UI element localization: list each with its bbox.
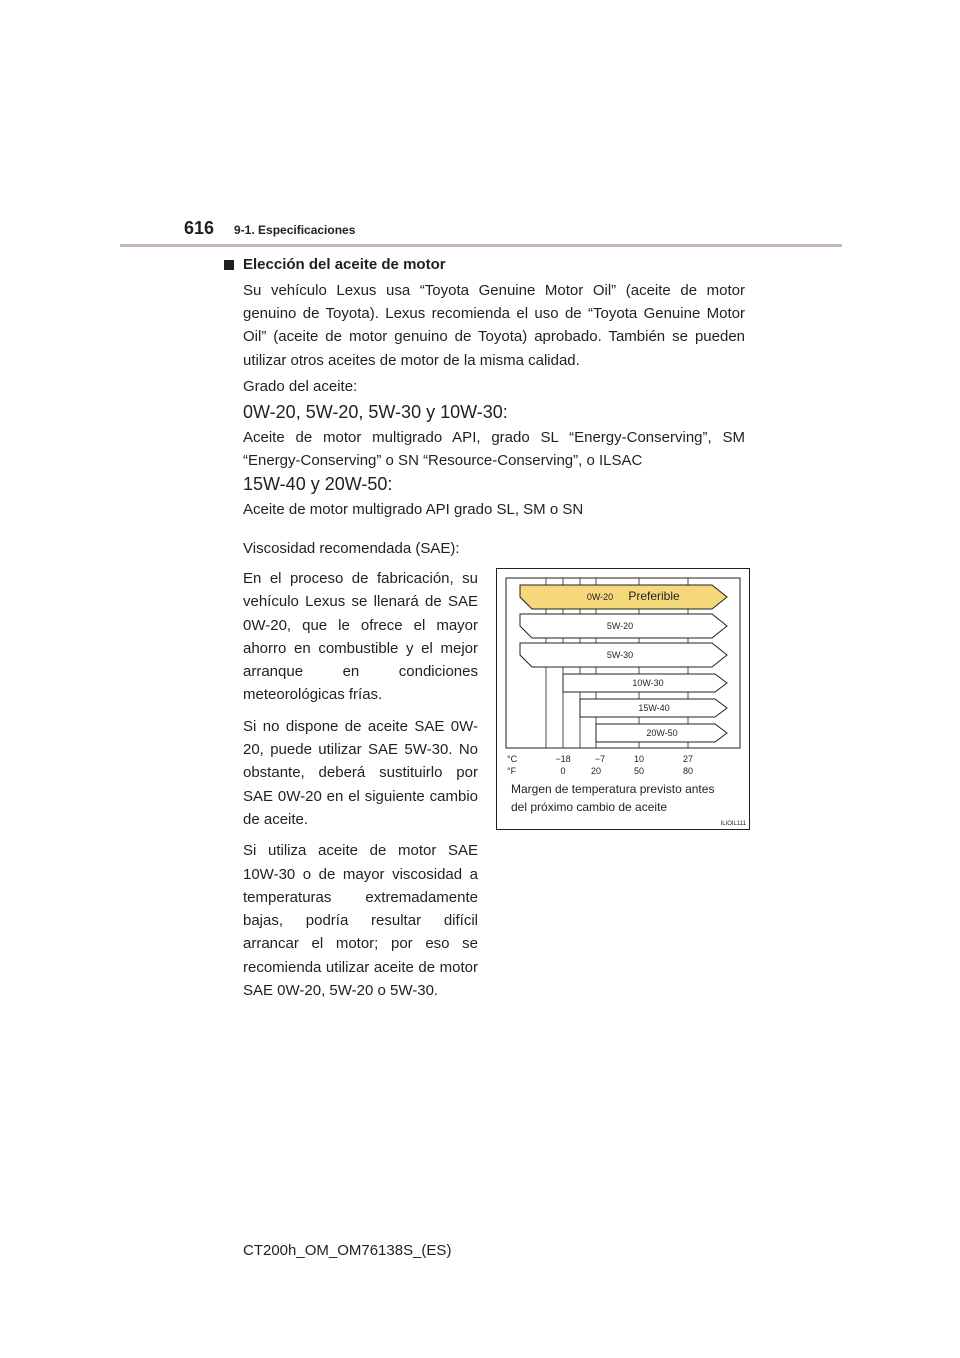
tick-c-3: 10 (633, 754, 645, 764)
bar-0w-20 (520, 585, 727, 609)
chapter-title: 9-1. Especificaciones (234, 223, 356, 237)
body-paragraph-1: En el proceso de fabricación, su vehículo Lexus se llenará de SAE 0W-20, que le ofrece el mayor ahorro en combustible y el mejor arranque en condiciones meteorológicas frías. (243, 570, 478, 704)
section-title: Elección del aceite de motor (243, 256, 446, 273)
unit-fahrenheit: °F (507, 766, 517, 776)
tick-f-2: 20 (590, 766, 602, 776)
tick-f-3: 50 (633, 766, 645, 776)
bar-label-20w-50: 20W-50 (646, 728, 678, 738)
footer-doc-code: CT200h_OM_OM76138S_(ES) (243, 1242, 452, 1259)
bar-label-15w-40: 15W-40 (638, 703, 670, 713)
grade-heading-1: 0W-20, 5W-20, 5W-30 y 10W-30: (243, 402, 508, 422)
viscosity-chart (496, 568, 750, 830)
bar-label-5w-30: 5W-30 (606, 650, 634, 660)
tick-f-1: 0 (560, 766, 566, 776)
intro-paragraph: Su vehículo Lexus usa “Toyota Genuine Motor Oil” (aceite de motor genuino de Toyota). Lexus recomienda el uso de “Toyota Genuine Motor Oil” (aceite de motor genuino de Toyota) aprobado. También se pueden utilizar otros aceites de motor de la misma calidad. (243, 282, 745, 369)
chart-caption-line-2: del próximo cambio de aceite (511, 800, 668, 814)
page-number: 616 (184, 218, 215, 238)
grade-heading-2: 15W-40 y 20W-50: (243, 474, 393, 494)
body-paragraph-2: Si no dispone de aceite SAE 0W-20, puede utilizar SAE 5W-30. No obstante, deberá sustituirlo por SAE 0W-20 en el siguiente cambio de aceite. (243, 717, 478, 828)
header-divider (120, 244, 842, 247)
grade-label: Grado del aceite: (243, 378, 358, 395)
figure-code: ILIOIL111 (720, 821, 746, 827)
bar-label-10w-30: 10W-30 (632, 678, 664, 688)
tick-c-4: 27 (682, 754, 694, 764)
body-column (243, 567, 478, 1010)
body-paragraph-3: Si utiliza aceite de motor SAE 10W-30 o de mayor viscosidad a temperaturas extremadamente bajas, podría resultar difícil arrancar el motor; por eso se recomienda utilizar aceite de motor SAE 0W-20, 5W-20 o 5W-30. (243, 842, 478, 1000)
bar-label-5w-20: 5W-20 (606, 621, 634, 631)
bullet-square-icon (224, 260, 234, 270)
viscosity-label: Viscosidad recomendada (SAE): (243, 540, 460, 557)
bar-label-0w-20: 0W-20 (586, 592, 614, 602)
grade-desc-1: Aceite de motor multigrado API, grado SL “Energy-Conserving”, SM “Energy-Conserving” o SN “Resource-Conserving”, o ILSAC (243, 429, 745, 469)
tick-c-2: −7 (594, 754, 606, 764)
tick-f-4: 80 (682, 766, 694, 776)
preferred-label: Preferible (628, 589, 680, 603)
chart-caption-line-1: Margen de temperatura previsto antes (511, 782, 715, 796)
unit-celsius: °C (507, 754, 518, 764)
grade-desc-2: Aceite de motor multigrado API grado SL, SM o SN (243, 501, 584, 518)
tick-c-1: −18 (555, 754, 571, 764)
